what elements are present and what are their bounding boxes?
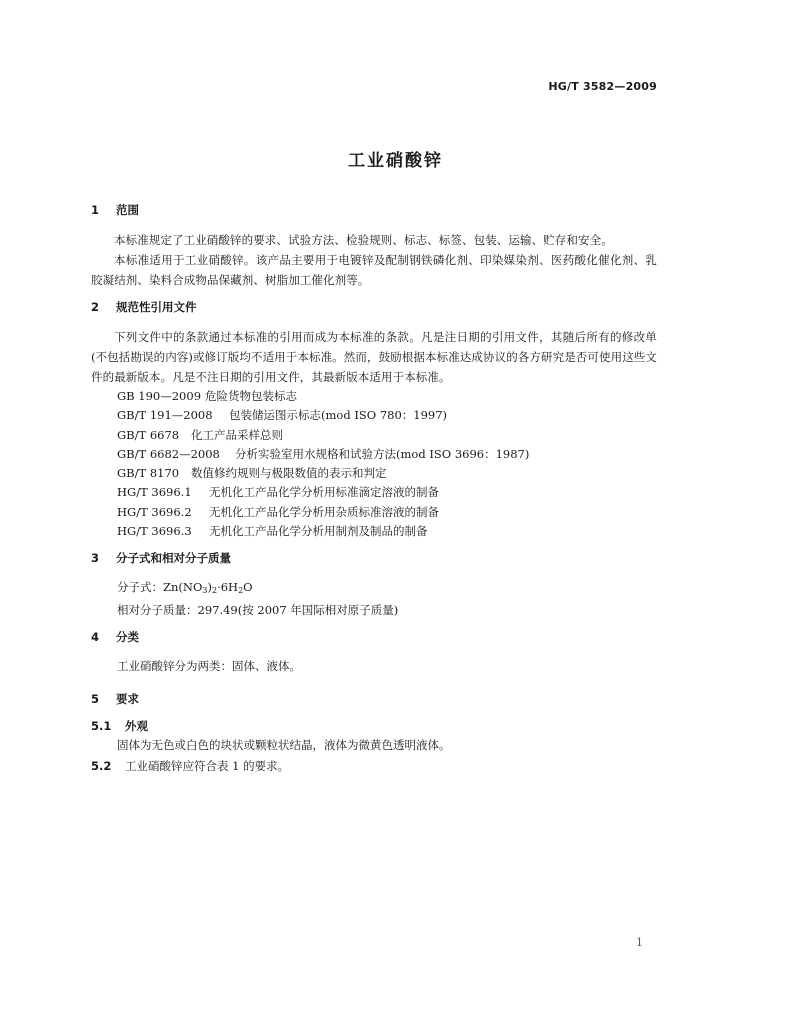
section-title: 分子式和相对分子质量 [116, 551, 231, 566]
section-5-heading [91, 689, 657, 709]
molecular-mass: 相对分子质量：297.49(按 2007 年国际相对原子质量) [117, 602, 399, 617]
section-2-heading [91, 297, 657, 317]
reference-code: GB/T 8170 [117, 466, 180, 481]
section-5-1-heading [91, 716, 657, 736]
reference-code: GB/T 191—2008 [117, 408, 213, 423]
reference-item [91, 464, 657, 483]
formula-subscript: 3 [202, 586, 208, 596]
reference-code: GB/T 6682—2008 [117, 446, 220, 461]
section-title: 规范性引用文件 [116, 300, 197, 314]
reference-item [91, 483, 657, 502]
section-title: 分类 [116, 629, 139, 644]
reference-code: HG/T 3696.2 [117, 504, 192, 519]
reference-title: 危险货物包装标志 [205, 389, 297, 403]
section-4-heading [91, 627, 657, 647]
scope-paragraph-1: 本标准规定了工业硝酸锌的要求、试验方法、检验规则、标志、标签、包装、运输、贮存和安全。 [114, 233, 613, 247]
requirement-text: 工业硝酸锌应符合表 1 的要求。 [125, 758, 290, 773]
section-5-2 [91, 756, 657, 776]
section-number: 1 [91, 203, 100, 217]
appearance-text: 固体为无色或白色的块状或颗粒状结晶，液体为微黄色透明液体。 [117, 738, 451, 753]
formula-label: 分子式： [117, 580, 163, 595]
section-title: 范围 [116, 203, 139, 217]
section-title: 外观 [125, 719, 148, 734]
section-number: 3 [91, 551, 100, 566]
section-title: 要求 [116, 692, 139, 707]
formula-part: Zn(NO [163, 580, 203, 595]
reference-item [91, 426, 657, 445]
document-body [91, 200, 657, 776]
reference-title: 无机化工产品化学分析用标准滴定溶液的制备 [209, 485, 439, 500]
section-1-heading [91, 200, 657, 220]
reference-title: 无机化工产品化学分析用制剂及制品的制备 [209, 524, 428, 539]
reference-item [91, 406, 657, 425]
reference-title: 数值修约规则与极限数值的表示和判定 [191, 466, 387, 481]
reference-code: HG/T 3696.1 [117, 485, 192, 500]
standard-number: HG/T 3582—2009 [548, 80, 657, 93]
reference-title: 分析实验室用水规格和试验方法(mod ISO 3696：1987) [235, 446, 530, 461]
reference-title: 化工产品采样总则 [191, 427, 283, 442]
formula-part: ·6H [217, 580, 239, 595]
page-number: 1 [636, 936, 643, 949]
reference-title: 包装储运图示标志(mod ISO 780：1997) [229, 408, 448, 423]
references-intro: 下列文件中的条款通过本标准的引用而成为本标准的条款。凡是注日期的引用文件，其随后所有的修改单(不包括勘误的内容)或修订版均不适用于本标准。然而，鼓励根据本标准达成协议的各方研究是否可使用这些文件的最新版本。凡是不注日期的引用文件，其最新版本适用于本标准。 [91, 330, 657, 384]
reference-code: GB 190—2009 [117, 389, 202, 403]
formula-part: O [243, 580, 253, 595]
formula-subscript: 2 [211, 586, 218, 596]
document-title: 工业硝酸锌 [348, 151, 443, 171]
reference-item [91, 522, 657, 541]
reference-title: 无机化工产品化学分析用杂质标准溶液的制备 [209, 504, 439, 519]
reference-item [91, 445, 657, 464]
section-number: 2 [91, 300, 100, 314]
molecular-formula [91, 578, 657, 600]
section-number: 4 [91, 629, 100, 644]
classification-text: 工业硝酸锌分为两类：固体、液体。 [117, 658, 301, 673]
reference-list [91, 387, 657, 541]
reference-item [91, 387, 657, 406]
section-number: 5.1 [91, 719, 112, 734]
scope-paragraph-2: 本标准适用于工业硝酸锌。该产品主要用于电镀锌及配制钢铁磷化剂、印染媒染剂、医药酸化催化剂、乳胶凝结剂、染料合成物品保藏剂、树脂加工催化剂等。 [91, 253, 657, 287]
formula-part: ) [207, 580, 212, 595]
reference-code: HG/T 3696.3 [117, 524, 192, 539]
reference-item [91, 503, 657, 522]
section-number: 5.2 [91, 758, 112, 773]
reference-code: GB/T 6678 [117, 427, 180, 442]
section-3-heading [91, 548, 657, 568]
section-number: 5 [91, 692, 100, 707]
formula-subscript: 2 [238, 586, 244, 596]
